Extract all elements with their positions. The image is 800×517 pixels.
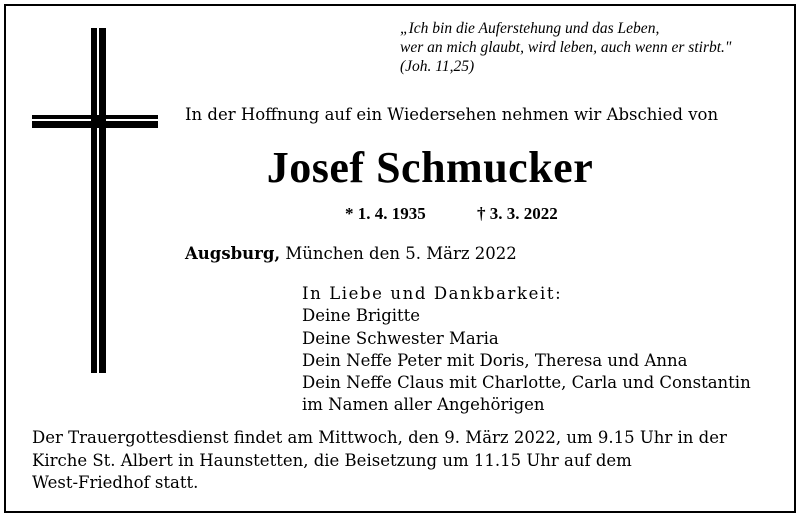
service-info — [32, 427, 727, 495]
birth-date: * 1. 4. 1935 — [345, 204, 426, 223]
intro-text: In der Hoffnung auf ein Wiedersehen nehmen wir Abschied von — [185, 105, 719, 124]
place-date-line — [185, 244, 517, 263]
deceased-name: Josef Schmucker — [266, 143, 594, 192]
mourner-line: im Namen aller Angehörigen — [302, 395, 545, 415]
place-date-rest: München den 5. März 2022 — [280, 244, 517, 263]
mourner-line: Dein Neffe Claus mit Charlotte, Carla und Constantin — [302, 373, 751, 393]
mourners-heading: In Liebe und Dankbarkeit: — [302, 284, 563, 303]
service-line: Der Trauergottesdienst findet am Mittwoch, den 9. März 2022, um 9.15 Uhr in der — [32, 428, 727, 447]
quote-reference: (Joh. 11,25) — [400, 58, 475, 75]
mourner-line: Deine Brigitte — [302, 306, 421, 326]
mourner-line: Deine Schwester Maria — [302, 328, 499, 348]
quote-line: wer an mich glaubt, wird leben, auch wenn er stirbt." — [400, 39, 732, 56]
mourner-line: Dein Neffe Peter mit Doris, Theresa und Anna — [302, 350, 688, 370]
death-date: † 3. 3. 2022 — [477, 204, 558, 223]
cross-icon — [30, 28, 160, 373]
service-line: Kirche St. Albert in Haunstetten, die Beisetzung um 11.15 Uhr auf dem — [32, 450, 632, 470]
bible-quote — [400, 19, 731, 76]
service-line: West-Friedhof statt. — [32, 473, 199, 492]
quote-line: „Ich bin die Auferstehung und das Leben, — [400, 20, 660, 37]
place-city: Augsburg, — [185, 244, 281, 263]
mourners-list — [302, 283, 751, 417]
